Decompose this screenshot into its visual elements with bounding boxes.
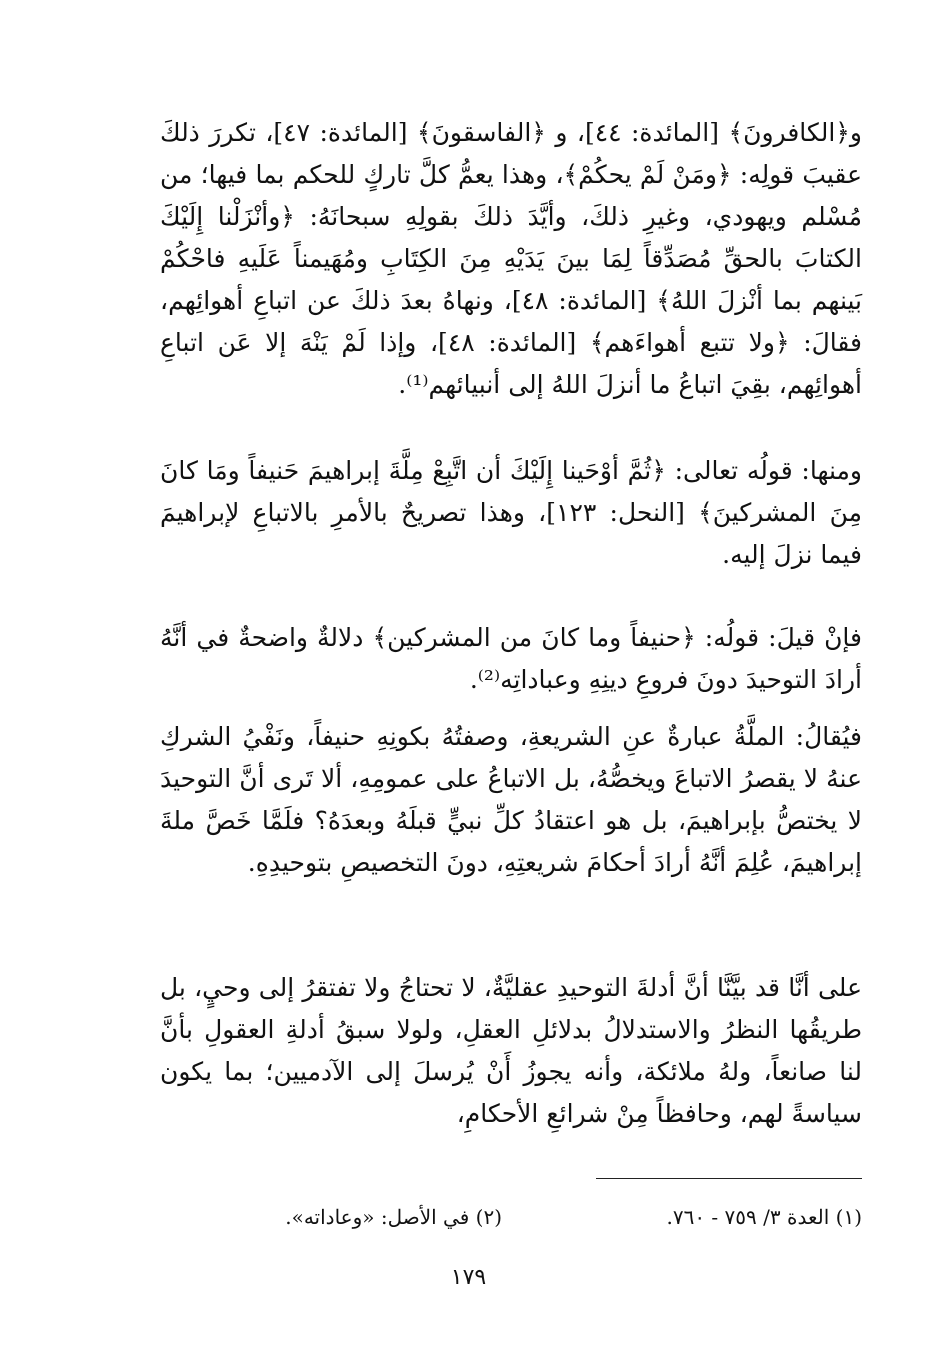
paragraph-text: فيُقالُ: الملَّةُ عبارةٌ عنِ الشريعةِ، وصفتُهُ بكونِهِ حنيفاً، ونَفْيُ الشركِ عنهُ لا يقصرُ الاتباعَ ويخصُّهُ، بل الاتباعُ على عمومِهِ، ألا تَرى أنَّ التوحيدَ لا يختصُّ بإبراهيمَ، بل هو اعتقادُ كلِّ نبيٍّ قبلَهُ وبعدَهُ؟ فلَمَّا خَصَّ ملةَ إبراهيمَ، عُلِمَ أنَّهُ أرادَ أحكامَ شريعتِهِ، دونَ التخصيصِ بتوحيدِهِ. bbox=[160, 722, 862, 877]
body-paragraph bbox=[160, 617, 862, 701]
paragraph-text: و﴿الكافرونَ﴾ [المائدة: ٤٤]، و ﴿الفاسقونَ﴾ [المائدة: ٤٧]، تكررَ ذلكَ عقيبَ قولِه: ﴿ومَنْ لَمْ يحكُمْ﴾، وهذا يعمُّ كلَّ تاركٍ للحكم بما فيها؛ من مُسْلم ويهودي، وغيرِ ذلكَ، وأيَّدَ ذلكَ بقولِهِ سبحانَهُ: ﴿وأنْزَلْنا إِلَيْكَ الكتابَ بالحقِّ مُصَدِّقاً لِمَا بينَ يَدَيْهِ مِنَ الكِتَابِ ومُهَيمناً عَلَيهِ فاحْكُمْ بَينهم بما أنْزلَ اللهُ﴾ [المائدة: ٤٨]، ونهاهُ بعدَ ذلكَ عن اتباعِ أهوائِهم، فقالَ: ﴿ولا تتبع أهواءَهم﴾ [المائدة: ٤٨]، وإذا لَمْ يَنْهَ إلا عَن اتباعِ أهوائِهم، بقِيَ اتباعُ ما أنزلَ اللهُ إلى أنبيائهم⁽¹⁾. bbox=[160, 118, 863, 399]
paragraph-text: فإنْ قيلَ: قولُه: ﴿حنيفاً وما كانَ من المشركين﴾ دلالةٌ واضحةٌ في أنَّهُ أرادَ التوحيدَ دونَ فروعِ دينِهِ وعباداتِه⁽²⁾. bbox=[160, 623, 862, 694]
page-number: ١٧٩ bbox=[450, 1265, 487, 1290]
footnotes bbox=[160, 1199, 862, 1235]
footnote-divider bbox=[596, 1178, 862, 1179]
body-paragraph bbox=[160, 112, 862, 406]
body-paragraph bbox=[160, 967, 862, 1135]
body-paragraph bbox=[160, 450, 862, 576]
footnote-1: (١) العدة ٣/ ٧٥٩ - ٧٦٠. bbox=[666, 1205, 862, 1229]
paragraph-text: على أنَّا قد بيَّنَّا أنَّ أدلةَ التوحيدِ عقليَّةٌ، لا تحتاجُ ولا تفتقرُ إلى وحيٍ، بل طريقُها النظرُ والاستدلالُ بدلائلِ العقلِ، ولولا سبقُ أدلةِ العقولِ بأنَّ لنا صانعاً، ولهُ ملائكة، وأنه يجوزُ أَنْ يُرسلَ إلى الآدميين؛ بما يكون سياسةً لهم، وحافظاً مِنْ شرائعِ الأحكامِ، bbox=[160, 973, 862, 1128]
footnote-2: (٢) في الأصل: «وعاداته». bbox=[285, 1205, 502, 1229]
body-paragraph bbox=[160, 716, 862, 884]
paragraph-text: ومنها: قولُه تعالى: ﴿ثُمَّ أوْحَينا إِلَيْكَ أن اتَّبِعْ مِلَّةَ إبراهيمَ حَنيفاً ومَا كانَ مِنَ المشركينَ﴾ [النحل: ١٢٣]، وهذا تصريحٌ بالأمرِ بالاتباعِ لإبراهيمَ فيما نزلَ إليه. bbox=[160, 456, 862, 569]
